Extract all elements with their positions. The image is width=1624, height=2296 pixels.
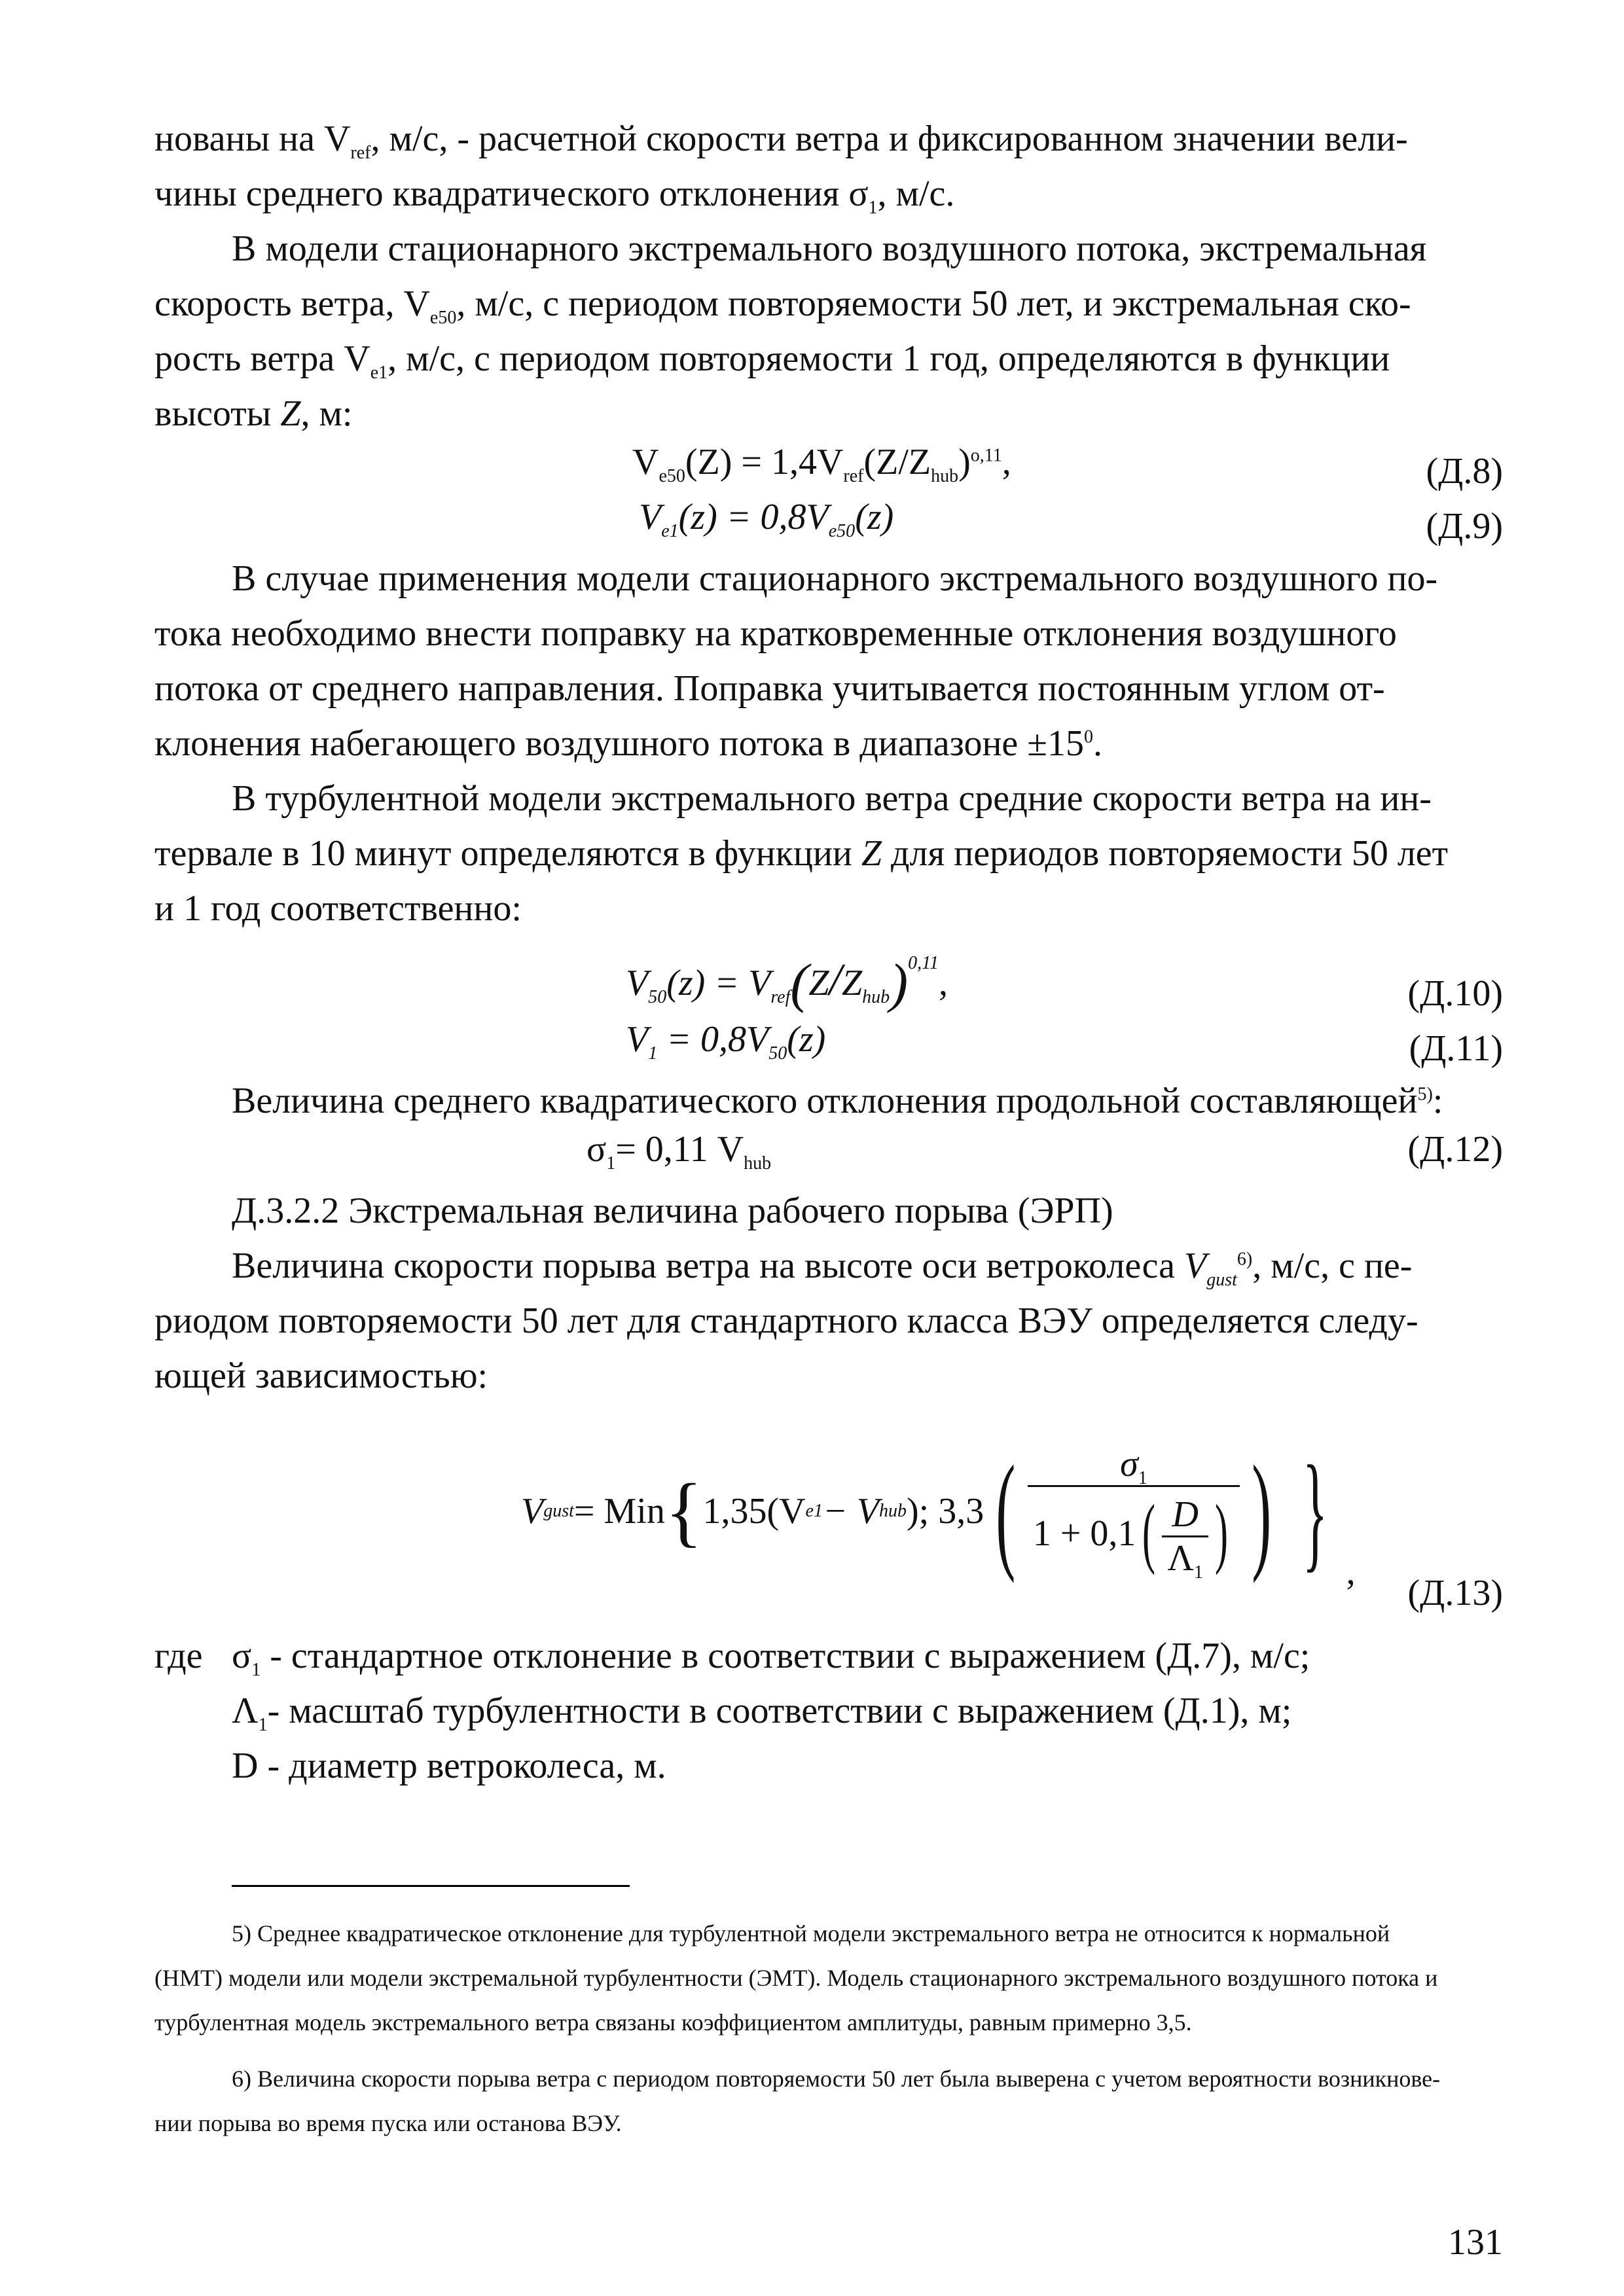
text: нованы на — [154, 118, 324, 159]
footnotes — [154, 1911, 1503, 2145]
paragraph-line: В модели стационарного экстремального воздушного потока, экстремальная — [232, 228, 1427, 269]
text: , м/с. — [877, 173, 955, 214]
formula-d13 — [154, 1403, 1503, 1628]
footnote-6-block — [154, 2056, 1503, 2145]
equation-number: (Д.10) — [1407, 973, 1503, 1014]
paragraph-line: тервале в 10 минут определяются в функции Z для периодов повторяемости 50 лет — [154, 833, 1449, 874]
formula-expression: $V_{50}(z) = V_{ref}(Z/Z_{hub})^{0,11}$, — [626, 953, 948, 1014]
formula-d9 — [154, 496, 1503, 551]
equation-number: (Д.12) — [1407, 1129, 1503, 1170]
footnote-5-line: 5) Среднее квадратическое отклонение для турбулентной модели экстремального ветра не относится к нормальной — [232, 1920, 1390, 1946]
paragraph-line: скорость ветра, $V_{e50}$, м/с, с периодом повторяемости 50 лет, и экстремальная ско- — [154, 283, 1411, 329]
formula-d12 — [154, 1128, 1503, 1183]
fraction: $\sigma_1$ 1 + 0,1( $\frac{D}{\Lambda_1}$ ) — [1028, 1443, 1240, 1580]
definition-item: $\Lambda_1-$ масштаб турбулентности в соответствии с выражением (Д.1), м; — [232, 1691, 1292, 1736]
paragraph-line: потока от среднего направления. Поправка учитывается постоянным углом от- — [154, 668, 1385, 709]
paragraph-line: клонения набегающего воздушного потока в диапазоне $\pm 15^0$. — [154, 723, 1103, 764]
text: чины среднего квадратического отклонения — [154, 173, 849, 214]
paragraph-line: В турбулентной модели экстремального ветра средние скорости ветра на ин- — [232, 778, 1432, 819]
formula-d11 — [154, 1018, 1503, 1073]
formula-d10 — [154, 936, 1503, 1018]
paragraph-line — [154, 166, 1503, 221]
paragraph-line: Величина скорости порыва ветра на высоте оси ветроколеса $V_{gust}^{6)}$, м/с, с пе- — [232, 1246, 1413, 1291]
footnote-6-line: 6) Величина скорости порыва ветра с периодом повторяемости 50 лет была выверена с учетом вероятности возникнове- — [232, 2066, 1441, 2092]
equation-number: (Д.11) — [1409, 1028, 1503, 1069]
paragraph-line — [154, 111, 1503, 166]
page-number: 131 — [1448, 2222, 1503, 2263]
paragraph-line: Величина среднего квадратического отклонения продольной составляющей$^{5)}$: — [232, 1081, 1443, 1121]
formula-expression: $V_1 = 0,8V_{50}(z)$ — [626, 1019, 826, 1064]
symbol-v-e1: $V_{e1}$ — [344, 338, 388, 384]
footnote-5-line: (НМТ) модели или модели экстремальной турбулентности (ЭМТ). Модель стационарного экстремального воздушного потока и — [154, 1965, 1438, 1991]
symbol-sigma1: $\sigma_1$ — [848, 173, 878, 219]
paragraph-line: тока необходимо внести поправку на кратковременные отклонения воздушного — [154, 613, 1397, 654]
definition-item: D - диаметр ветроколеса, м. — [232, 1746, 666, 1786]
formula-expression: V gust = Min { 1,35(V e1 − V hub ); 3,3 ( $\sigma_1$ 1 + 0,1( $\frac{D}{\Lambda_1}$ ) ) } , — [521, 1439, 1356, 1592]
page-body — [154, 111, 1503, 1793]
footnote-separator — [232, 1885, 630, 1887]
footnote-5-line: турбулентная модель экстремального ветра связаны коэффициентом амплитуды, равным примерно 3,5. — [154, 2009, 1192, 2036]
formula-expression: $V_{e1}(z) = 0,8V_{e50}(z)$ — [639, 497, 894, 542]
definitions-list — [154, 1628, 1503, 1793]
paragraph-line: В случае применения модели стационарного экстремального воздушного по- — [232, 558, 1438, 599]
equation-number: (Д.9) — [1426, 506, 1503, 547]
formula-d8 — [154, 441, 1503, 496]
paragraph-line: риодом повторяемости 50 лет для стандартного класса ВЭУ определяется следу- — [154, 1300, 1418, 1341]
paragraph-line: рость ветра $V_{e1}$, м/с, с периодом повторяемости 1 год, определяются в функции — [154, 338, 1390, 384]
section-heading: Д.3.2.2 Экстремальная величина рабочего порыва (ЭРП) — [232, 1191, 1113, 1231]
footnote-6-line: нии порыва во время пуска или останова ВЭУ. — [154, 2110, 622, 2136]
equation-number: (Д.8) — [1426, 451, 1503, 492]
formula-expression: $V_{e50}(Z) = 1,4V_{ref}(Z/Z_{hub})^{o,11}$, — [632, 442, 1011, 487]
paragraph-line: ющей зависимостью: — [154, 1355, 488, 1396]
equation-number: (Д.13) — [1407, 1573, 1503, 1613]
text: , м/с, - расчетной скорости ветра и фиксированном значении вели- — [370, 118, 1408, 159]
symbol-v-e50: $V_{e50}$ — [403, 283, 457, 329]
paragraph-line: и 1 год соответственно: — [154, 888, 522, 929]
formula-expression: $\sigma_1= 0,11$ $V_{hub}$ — [586, 1129, 772, 1174]
definition-item: где $\sigma_1$ - стандартное отклонение в соответствии с выражением (Д.7), м/с; — [154, 1636, 1310, 1681]
symbol-v-ref: $V_{ref}$ — [323, 118, 371, 164]
paragraph-line: высоты Z, м: — [154, 393, 353, 434]
